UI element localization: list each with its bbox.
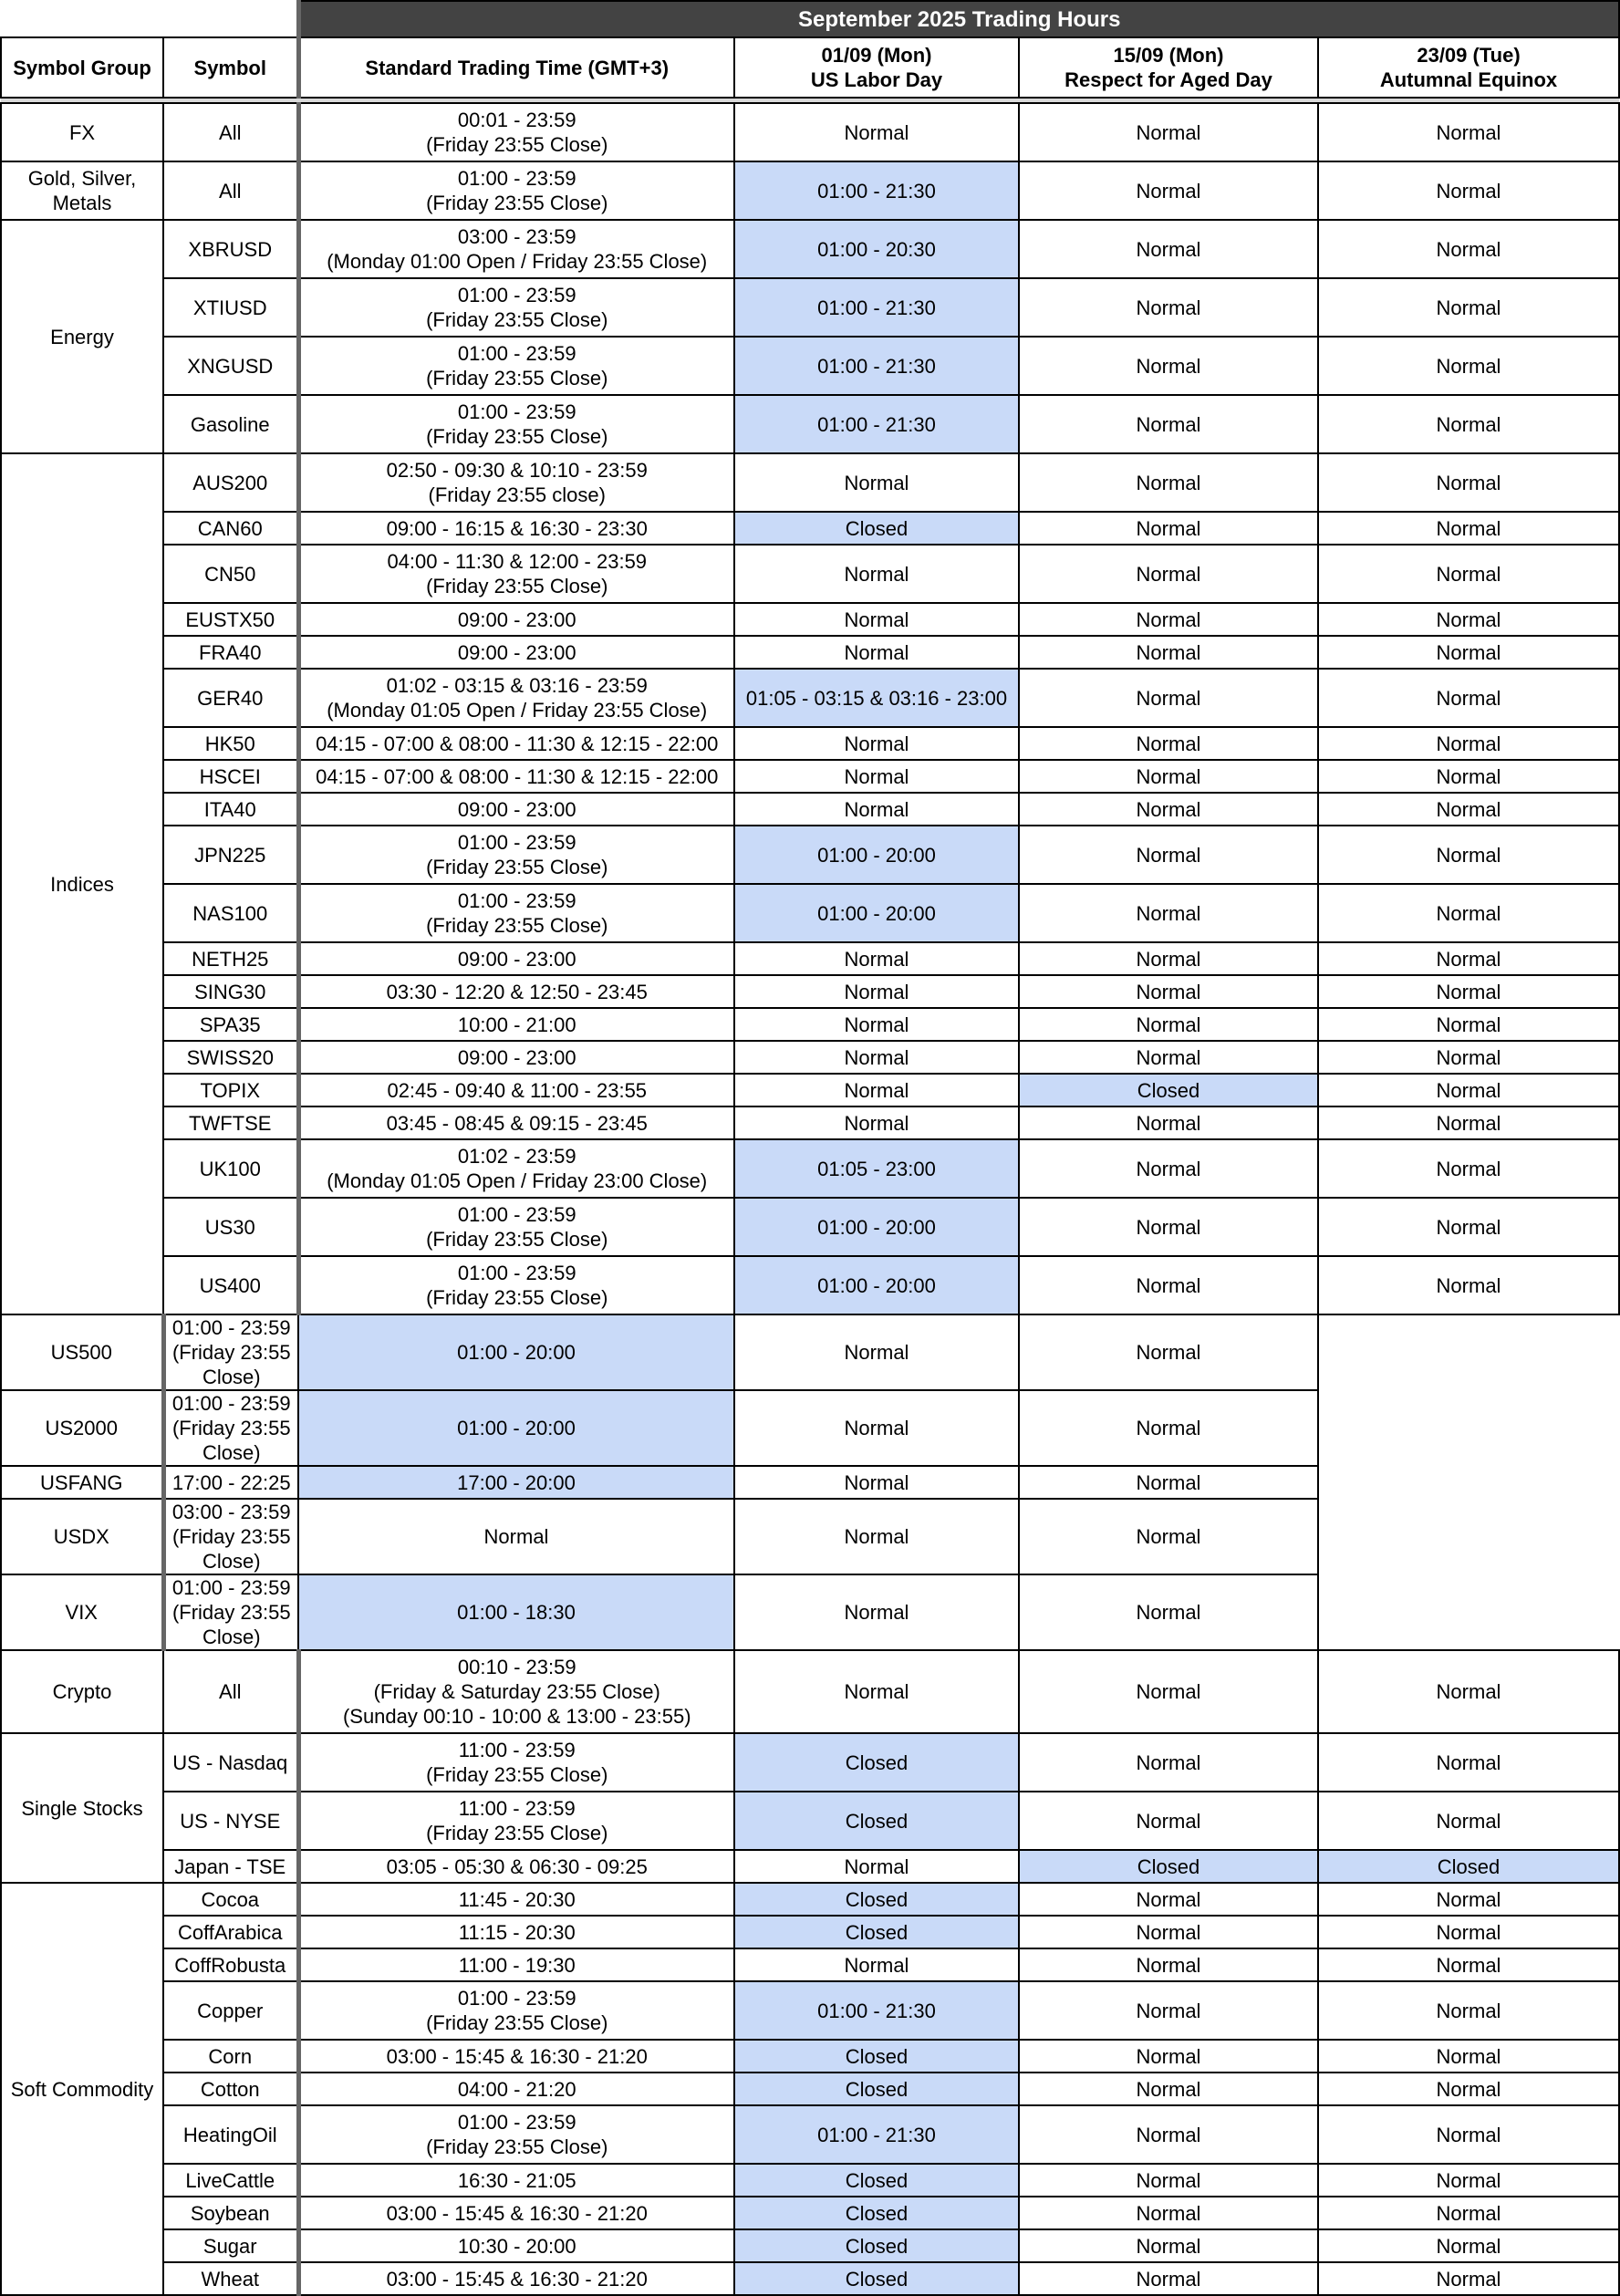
symbol-cell: AUS200 bbox=[163, 453, 298, 512]
table-row bbox=[1, 2105, 1619, 2164]
date-1509-cell: Normal bbox=[1019, 395, 1318, 453]
date-1509-cell: Normal bbox=[1019, 1650, 1318, 1733]
date-1509-cell: Normal bbox=[734, 1499, 1019, 1574]
symbol-cell: All bbox=[163, 103, 298, 161]
table-row bbox=[1, 1256, 1619, 1314]
symbol-cell: US - Nasdaq bbox=[163, 1733, 298, 1792]
date-2309-cell: Closed bbox=[1318, 1850, 1619, 1883]
date-0109-cell: 01:00 - 21:30 bbox=[734, 395, 1019, 453]
date-1509-cell: Normal bbox=[1019, 2229, 1318, 2262]
symbol-cell: US - NYSE bbox=[163, 1792, 298, 1850]
header-standard-time: Standard Trading Time (GMT+3) bbox=[298, 37, 734, 98]
symbol-group-cell: Gold, Silver, Metals bbox=[1, 161, 163, 220]
date-2309-cell: Normal bbox=[1318, 2073, 1619, 2105]
date-2309-cell: Normal bbox=[1318, 220, 1619, 278]
standard-time-cell: 01:00 - 23:59 (Friday 23:55 Close) bbox=[298, 337, 734, 395]
date-0109-cell: 01:00 - 20:00 bbox=[298, 1390, 734, 1466]
header-date-2309: 23/09 (Tue) Autumnal Equinox bbox=[1318, 37, 1619, 98]
table-row bbox=[1, 793, 1619, 826]
date-1509-cell: Normal bbox=[1019, 1198, 1318, 1256]
date-1509-cell: Normal bbox=[734, 1574, 1019, 1650]
table-row bbox=[1, 1916, 1619, 1948]
standard-time-cell: 00:10 - 23:59 (Friday & Saturday 23:55 Close) (Sunday 00:10 - 10:00 & 13:00 - 23:55) bbox=[298, 1650, 734, 1733]
standard-time-cell: 01:00 - 23:59 (Friday 23:55 Close) bbox=[298, 161, 734, 220]
standard-time-cell: 01:00 - 23:59 (Friday 23:55 Close) bbox=[298, 884, 734, 942]
table-row bbox=[1, 669, 1619, 727]
symbol-cell: TOPIX bbox=[163, 1074, 298, 1106]
date-2309-cell: Normal bbox=[1318, 453, 1619, 512]
table-row bbox=[1, 2073, 1619, 2105]
standard-time-cell: 17:00 - 22:25 bbox=[163, 1466, 298, 1499]
date-2309-cell: Normal bbox=[1318, 1256, 1619, 1314]
date-2309-cell: Normal bbox=[1318, 760, 1619, 793]
date-2309-cell: Normal bbox=[1318, 1916, 1619, 1948]
date-0109-cell: 01:00 - 21:30 bbox=[734, 161, 1019, 220]
symbol-cell: USFANG bbox=[1, 1466, 163, 1499]
date-1509-cell: Normal bbox=[1019, 2262, 1318, 2295]
table-row bbox=[1, 1733, 1619, 1792]
standard-time-cell: 03:00 - 15:45 & 16:30 - 21:20 bbox=[298, 2197, 734, 2229]
date-1509-cell: Normal bbox=[1019, 1733, 1318, 1792]
standard-time-cell: 09:00 - 23:00 bbox=[298, 1041, 734, 1074]
date-1509-cell: Closed bbox=[1019, 1850, 1318, 1883]
date-1509-cell: Normal bbox=[1019, 337, 1318, 395]
date-0109-cell: Closed bbox=[734, 512, 1019, 545]
date-0109-cell: Closed bbox=[734, 2164, 1019, 2197]
date-0109-cell: 01:00 - 20:00 bbox=[734, 1198, 1019, 1256]
date-2309-cell: Normal bbox=[1318, 395, 1619, 453]
date-2309-cell: Normal bbox=[1318, 1792, 1619, 1850]
table-row bbox=[1, 826, 1619, 884]
symbol-group-cell: Crypto bbox=[1, 1650, 163, 1733]
table-row bbox=[1, 103, 1619, 161]
symbol-cell: CN50 bbox=[163, 545, 298, 603]
date-1509-cell: Normal bbox=[1019, 669, 1318, 727]
table-row bbox=[1, 395, 1619, 453]
table-row bbox=[1, 760, 1619, 793]
date-2309-cell: Normal bbox=[1019, 1390, 1318, 1466]
date-2309-cell: Normal bbox=[1318, 1139, 1619, 1198]
date-1509-cell: Normal bbox=[1019, 603, 1318, 636]
table-row bbox=[1, 1106, 1619, 1139]
symbol-cell: CoffArabica bbox=[163, 1916, 298, 1948]
symbol-cell: SPA35 bbox=[163, 1008, 298, 1041]
symbol-cell: Cocoa bbox=[163, 1883, 298, 1916]
standard-time-cell: 03:30 - 12:20 & 12:50 - 23:45 bbox=[298, 975, 734, 1008]
date-0109-cell: 01:00 - 20:00 bbox=[734, 826, 1019, 884]
date-2309-cell: Normal bbox=[1318, 2197, 1619, 2229]
date-1509-cell: Normal bbox=[1019, 727, 1318, 760]
table-row bbox=[1, 2040, 1619, 2073]
date-2309-cell: Normal bbox=[1318, 1008, 1619, 1041]
standard-time-cell: 02:50 - 09:30 & 10:10 - 23:59 (Friday 23:55 close) bbox=[298, 453, 734, 512]
symbol-cell: HSCEI bbox=[163, 760, 298, 793]
table-row bbox=[1, 220, 1619, 278]
table-row bbox=[1, 1948, 1619, 1981]
date-1509-cell: Normal bbox=[1019, 1041, 1318, 1074]
standard-time-cell: 03:00 - 15:45 & 16:30 - 21:20 bbox=[298, 2262, 734, 2295]
symbol-cell: JPN225 bbox=[163, 826, 298, 884]
symbol-cell: Cotton bbox=[163, 2073, 298, 2105]
table-body bbox=[1, 103, 1619, 2295]
date-0109-cell: Closed bbox=[734, 2262, 1019, 2295]
table-row bbox=[1, 1008, 1619, 1041]
date-1509-cell: Normal bbox=[1019, 278, 1318, 337]
date-0109-cell: Normal bbox=[734, 942, 1019, 975]
table-row bbox=[1, 512, 1619, 545]
table-row bbox=[1, 727, 1619, 760]
table-row bbox=[1, 1792, 1619, 1850]
table-row bbox=[1, 1041, 1619, 1074]
date-1509-cell: Normal bbox=[734, 1314, 1019, 1390]
symbol-cell: VIX bbox=[1, 1574, 163, 1650]
symbol-cell: NETH25 bbox=[163, 942, 298, 975]
symbol-cell: UK100 bbox=[163, 1139, 298, 1198]
date-2309-cell: Normal bbox=[1318, 727, 1619, 760]
symbol-cell: US2000 bbox=[1, 1390, 163, 1466]
header-symbol-group: Symbol Group bbox=[1, 37, 163, 98]
standard-time-cell: 01:00 - 23:59 (Friday 23:55 Close) bbox=[298, 1981, 734, 2040]
date-2309-cell: Normal bbox=[1318, 603, 1619, 636]
date-2309-cell: Normal bbox=[1318, 2164, 1619, 2197]
symbol-cell: GER40 bbox=[163, 669, 298, 727]
table-row bbox=[1, 278, 1619, 337]
symbol-cell: All bbox=[163, 161, 298, 220]
date-0109-cell: 01:00 - 21:30 bbox=[734, 278, 1019, 337]
date-0109-cell: Normal bbox=[734, 1850, 1019, 1883]
date-1509-cell: Normal bbox=[1019, 453, 1318, 512]
table-row bbox=[1, 884, 1619, 942]
header-date-1509: 15/09 (Mon) Respect for Aged Day bbox=[1019, 37, 1318, 98]
standard-time-cell: 03:05 - 05:30 & 06:30 - 09:25 bbox=[298, 1850, 734, 1883]
date-2309-cell: Normal bbox=[1318, 636, 1619, 669]
date-1509-cell: Normal bbox=[1019, 884, 1318, 942]
symbol-cell: NAS100 bbox=[163, 884, 298, 942]
date-1509-cell: Normal bbox=[1019, 1981, 1318, 2040]
table-row bbox=[1, 2164, 1619, 2197]
standard-time-cell: 11:15 - 20:30 bbox=[298, 1916, 734, 1948]
table-row bbox=[1, 1883, 1619, 1916]
date-2309-cell: Normal bbox=[1318, 1650, 1619, 1733]
standard-time-cell: 01:00 - 23:59 (Friday 23:55 Close) bbox=[298, 278, 734, 337]
date-0109-cell: Normal bbox=[734, 1074, 1019, 1106]
date-1509-cell: Normal bbox=[1019, 826, 1318, 884]
symbol-cell: Wheat bbox=[163, 2262, 298, 2295]
symbol-group-cell: Single Stocks bbox=[1, 1733, 163, 1883]
date-0109-cell: 01:00 - 21:30 bbox=[734, 337, 1019, 395]
table-row bbox=[1, 1198, 1619, 1256]
date-2309-cell: Normal bbox=[1019, 1466, 1318, 1499]
table-row bbox=[1, 942, 1619, 975]
date-0109-cell: 01:00 - 21:30 bbox=[734, 1981, 1019, 2040]
table-title: September 2025 Trading Hours bbox=[298, 1, 1619, 37]
standard-time-cell: 11:00 - 19:30 bbox=[298, 1948, 734, 1981]
table-row bbox=[1, 545, 1619, 603]
standard-time-cell: 01:02 - 23:59 (Monday 01:05 Open / Friday 23:00 Close) bbox=[298, 1139, 734, 1198]
date-1509-cell: Normal bbox=[1019, 2105, 1318, 2164]
table-row bbox=[1, 161, 1619, 220]
table-row bbox=[1, 2262, 1619, 2295]
date-1509-cell: Normal bbox=[1019, 545, 1318, 603]
standard-time-cell: 01:02 - 03:15 & 03:16 - 23:59 (Monday 01:05 Open / Friday 23:55 Close) bbox=[298, 669, 734, 727]
standard-time-cell: 04:15 - 07:00 & 08:00 - 11:30 & 12:15 - 22:00 bbox=[298, 760, 734, 793]
date-0109-cell: Normal bbox=[734, 1041, 1019, 1074]
symbol-cell: EUSTX50 bbox=[163, 603, 298, 636]
standard-time-cell: 02:45 - 09:40 & 11:00 - 23:55 bbox=[298, 1074, 734, 1106]
standard-time-cell: 04:00 - 11:30 & 12:00 - 23:59 (Friday 23:55 Close) bbox=[298, 545, 734, 603]
date-0109-cell: 01:00 - 20:30 bbox=[734, 220, 1019, 278]
date-2309-cell: Normal bbox=[1318, 669, 1619, 727]
standard-time-cell: 03:45 - 08:45 & 09:15 - 23:45 bbox=[298, 1106, 734, 1139]
date-2309-cell: Normal bbox=[1318, 1883, 1619, 1916]
standard-time-cell: 01:00 - 23:59 (Friday 23:55 Close) bbox=[163, 1574, 298, 1650]
date-0109-cell: Closed bbox=[734, 2073, 1019, 2105]
standard-time-cell: 01:00 - 23:59 (Friday 23:55 Close) bbox=[298, 826, 734, 884]
date-0109-cell: Normal bbox=[734, 1948, 1019, 1981]
date-2309-cell: Normal bbox=[1318, 793, 1619, 826]
table-row bbox=[1, 1499, 1619, 1574]
symbol-cell: CoffRobusta bbox=[163, 1948, 298, 1981]
date-1509-cell: Normal bbox=[1019, 1916, 1318, 1948]
date-2309-cell: Normal bbox=[1318, 942, 1619, 975]
standard-time-cell: 11:00 - 23:59 (Friday 23:55 Close) bbox=[298, 1733, 734, 1792]
date-0109-cell: Normal bbox=[734, 453, 1019, 512]
date-1509-cell: Normal bbox=[1019, 793, 1318, 826]
date-0109-cell: 01:05 - 23:00 bbox=[734, 1139, 1019, 1198]
standard-time-cell: 01:00 - 23:59 (Friday 23:55 Close) bbox=[298, 395, 734, 453]
standard-time-cell: 01:00 - 23:59 (Friday 23:55 Close) bbox=[298, 2105, 734, 2164]
date-2309-cell: Normal bbox=[1318, 1733, 1619, 1792]
date-2309-cell: Normal bbox=[1318, 1041, 1619, 1074]
symbol-cell: FRA40 bbox=[163, 636, 298, 669]
date-0109-cell: Closed bbox=[734, 2040, 1019, 2073]
symbol-cell: US400 bbox=[163, 1256, 298, 1314]
standard-time-cell: 03:00 - 23:59 (Friday 23:55 Close) bbox=[163, 1499, 298, 1574]
table-row bbox=[1, 975, 1619, 1008]
date-0109-cell: 01:00 - 21:30 bbox=[734, 2105, 1019, 2164]
symbol-cell: SWISS20 bbox=[163, 1041, 298, 1074]
date-0109-cell: Closed bbox=[734, 2229, 1019, 2262]
symbol-cell: ITA40 bbox=[163, 793, 298, 826]
standard-time-cell: 09:00 - 23:00 bbox=[298, 603, 734, 636]
date-1509-cell: Normal bbox=[1019, 975, 1318, 1008]
date-2309-cell: Normal bbox=[1019, 1574, 1318, 1650]
standard-time-cell: 01:00 - 23:59 (Friday 23:55 Close) bbox=[163, 1314, 298, 1390]
symbol-group-cell: Energy bbox=[1, 220, 163, 453]
date-2309-cell: Normal bbox=[1318, 2229, 1619, 2262]
date-1509-cell: Normal bbox=[1019, 161, 1318, 220]
table-row bbox=[1, 1466, 1619, 1499]
date-0109-cell: 01:00 - 20:00 bbox=[298, 1314, 734, 1390]
date-0109-cell: Normal bbox=[734, 1106, 1019, 1139]
table-row bbox=[1, 2197, 1619, 2229]
symbol-group-cell: Indices bbox=[1, 453, 163, 1314]
date-0109-cell: Normal bbox=[734, 545, 1019, 603]
standard-time-cell: 16:30 - 21:05 bbox=[298, 2164, 734, 2197]
standard-time-cell: 03:00 - 23:59 (Monday 01:00 Open / Friday 23:55 Close) bbox=[298, 220, 734, 278]
symbol-cell: HeatingOil bbox=[163, 2105, 298, 2164]
date-1509-cell: Normal bbox=[1019, 2040, 1318, 2073]
date-2309-cell: Normal bbox=[1318, 1074, 1619, 1106]
date-1509-cell: Normal bbox=[1019, 1792, 1318, 1850]
standard-time-cell: 11:45 - 20:30 bbox=[298, 1883, 734, 1916]
date-1509-cell: Normal bbox=[734, 1466, 1019, 1499]
date-0109-cell: 01:00 - 18:30 bbox=[298, 1574, 734, 1650]
date-0109-cell: 01:05 - 03:15 & 03:16 - 23:00 bbox=[734, 669, 1019, 727]
table-row bbox=[1, 1981, 1619, 2040]
date-0109-cell: Normal bbox=[734, 975, 1019, 1008]
standard-time-cell: 03:00 - 15:45 & 16:30 - 21:20 bbox=[298, 2040, 734, 2073]
symbol-cell: XNGUSD bbox=[163, 337, 298, 395]
date-2309-cell: Normal bbox=[1019, 1499, 1318, 1574]
standard-time-cell: 04:00 - 21:20 bbox=[298, 2073, 734, 2105]
date-0109-cell: Normal bbox=[734, 636, 1019, 669]
table-row bbox=[1, 1390, 1619, 1466]
date-1509-cell: Normal bbox=[1019, 2164, 1318, 2197]
date-2309-cell: Normal bbox=[1318, 884, 1619, 942]
date-0109-cell: Normal bbox=[734, 1008, 1019, 1041]
date-2309-cell: Normal bbox=[1318, 337, 1619, 395]
date-0109-cell: 01:00 - 20:00 bbox=[734, 884, 1019, 942]
symbol-cell: Corn bbox=[163, 2040, 298, 2073]
symbol-cell: Soybean bbox=[163, 2197, 298, 2229]
date-1509-cell: Normal bbox=[1019, 1139, 1318, 1198]
table-row bbox=[1, 1074, 1619, 1106]
date-1509-cell: Normal bbox=[1019, 1883, 1318, 1916]
standard-time-cell: 01:00 - 23:59 (Friday 23:55 Close) bbox=[298, 1198, 734, 1256]
table-row bbox=[1, 1139, 1619, 1198]
date-0109-cell: Normal bbox=[734, 603, 1019, 636]
symbol-cell: All bbox=[163, 1650, 298, 1733]
symbol-cell: SING30 bbox=[163, 975, 298, 1008]
date-0109-cell: Normal bbox=[734, 793, 1019, 826]
date-2309-cell: Normal bbox=[1318, 103, 1619, 161]
standard-time-cell: 09:00 - 23:00 bbox=[298, 793, 734, 826]
standard-time-cell: 01:00 - 23:59 (Friday 23:55 Close) bbox=[298, 1256, 734, 1314]
date-1509-cell: Normal bbox=[734, 1390, 1019, 1466]
standard-time-cell: 10:30 - 20:00 bbox=[298, 2229, 734, 2262]
header-date-0109: 01/09 (Mon) US Labor Day bbox=[734, 37, 1019, 98]
date-1509-cell: Normal bbox=[1019, 760, 1318, 793]
standard-time-cell: 00:01 - 23:59 (Friday 23:55 Close) bbox=[298, 103, 734, 161]
symbol-cell: HK50 bbox=[163, 727, 298, 760]
date-2309-cell: Normal bbox=[1318, 161, 1619, 220]
symbol-cell: Sugar bbox=[163, 2229, 298, 2262]
standard-time-cell: 01:00 - 23:59 (Friday 23:55 Close) bbox=[163, 1390, 298, 1466]
header-row bbox=[1, 37, 1619, 98]
date-0109-cell: Normal bbox=[734, 727, 1019, 760]
date-1509-cell: Normal bbox=[1019, 1948, 1318, 1981]
date-2309-cell: Normal bbox=[1318, 975, 1619, 1008]
standard-time-cell: 09:00 - 16:15 & 16:30 - 23:30 bbox=[298, 512, 734, 545]
date-2309-cell: Normal bbox=[1318, 1106, 1619, 1139]
date-2309-cell: Normal bbox=[1318, 826, 1619, 884]
date-2309-cell: Normal bbox=[1318, 2262, 1619, 2295]
title-row bbox=[1, 1, 1619, 37]
date-0109-cell: Normal bbox=[734, 1650, 1019, 1733]
standard-time-cell: 09:00 - 23:00 bbox=[298, 942, 734, 975]
date-1509-cell: Normal bbox=[1019, 1106, 1318, 1139]
symbol-group-cell: Soft Commodity bbox=[1, 1883, 163, 2295]
date-1509-cell: Normal bbox=[1019, 1008, 1318, 1041]
date-0109-cell: Closed bbox=[734, 1916, 1019, 1948]
date-1509-cell: Normal bbox=[1019, 220, 1318, 278]
date-2309-cell: Normal bbox=[1318, 1981, 1619, 2040]
date-0109-cell: 17:00 - 20:00 bbox=[298, 1466, 734, 1499]
date-0109-cell: Normal bbox=[734, 103, 1019, 161]
symbol-cell: Copper bbox=[163, 1981, 298, 2040]
title-blank-cell bbox=[1, 1, 298, 37]
table-row bbox=[1, 603, 1619, 636]
symbol-cell: US500 bbox=[1, 1314, 163, 1390]
symbol-cell: XTIUSD bbox=[163, 278, 298, 337]
date-1509-cell: Normal bbox=[1019, 942, 1318, 975]
date-0109-cell: Normal bbox=[298, 1499, 734, 1574]
date-2309-cell: Normal bbox=[1318, 512, 1619, 545]
date-2309-cell: Normal bbox=[1318, 545, 1619, 603]
standard-time-cell: 04:15 - 07:00 & 08:00 - 11:30 & 12:15 - 22:00 bbox=[298, 727, 734, 760]
date-0109-cell: Closed bbox=[734, 1733, 1019, 1792]
standard-time-cell: 10:00 - 21:00 bbox=[298, 1008, 734, 1041]
date-0109-cell: Closed bbox=[734, 2197, 1019, 2229]
date-2309-cell: Normal bbox=[1318, 2105, 1619, 2164]
standard-time-cell: 11:00 - 23:59 (Friday 23:55 Close) bbox=[298, 1792, 734, 1850]
symbol-cell: XBRUSD bbox=[163, 220, 298, 278]
date-2309-cell: Normal bbox=[1318, 278, 1619, 337]
table-row bbox=[1, 1314, 1619, 1390]
symbol-cell: Japan - TSE bbox=[163, 1850, 298, 1883]
date-1509-cell: Normal bbox=[1019, 1256, 1318, 1314]
date-1509-cell: Closed bbox=[1019, 1074, 1318, 1106]
table-row bbox=[1, 453, 1619, 512]
symbol-cell: US30 bbox=[163, 1198, 298, 1256]
date-1509-cell: Normal bbox=[1019, 512, 1318, 545]
date-2309-cell: Normal bbox=[1019, 1314, 1318, 1390]
symbol-cell: TWFTSE bbox=[163, 1106, 298, 1139]
date-1509-cell: Normal bbox=[1019, 636, 1318, 669]
table-row bbox=[1, 1574, 1619, 1650]
header-symbol: Symbol bbox=[163, 37, 298, 98]
date-2309-cell: Normal bbox=[1318, 1198, 1619, 1256]
date-1509-cell: Normal bbox=[1019, 103, 1318, 161]
table-row bbox=[1, 1850, 1619, 1883]
symbol-cell: CAN60 bbox=[163, 512, 298, 545]
table-row bbox=[1, 1650, 1619, 1733]
symbol-cell: LiveCattle bbox=[163, 2164, 298, 2197]
date-0109-cell: 01:00 - 20:00 bbox=[734, 1256, 1019, 1314]
date-0109-cell: Closed bbox=[734, 1883, 1019, 1916]
date-0109-cell: Normal bbox=[734, 760, 1019, 793]
standard-time-cell: 09:00 - 23:00 bbox=[298, 636, 734, 669]
symbol-cell: Gasoline bbox=[163, 395, 298, 453]
date-0109-cell: Closed bbox=[734, 1792, 1019, 1850]
date-1509-cell: Normal bbox=[1019, 2073, 1318, 2105]
table-row bbox=[1, 636, 1619, 669]
table-row bbox=[1, 337, 1619, 395]
date-2309-cell: Normal bbox=[1318, 1948, 1619, 1981]
date-2309-cell: Normal bbox=[1318, 2040, 1619, 2073]
symbol-group-cell: FX bbox=[1, 103, 163, 161]
date-1509-cell: Normal bbox=[1019, 2197, 1318, 2229]
symbol-cell: USDX bbox=[1, 1499, 163, 1574]
table-row bbox=[1, 2229, 1619, 2262]
